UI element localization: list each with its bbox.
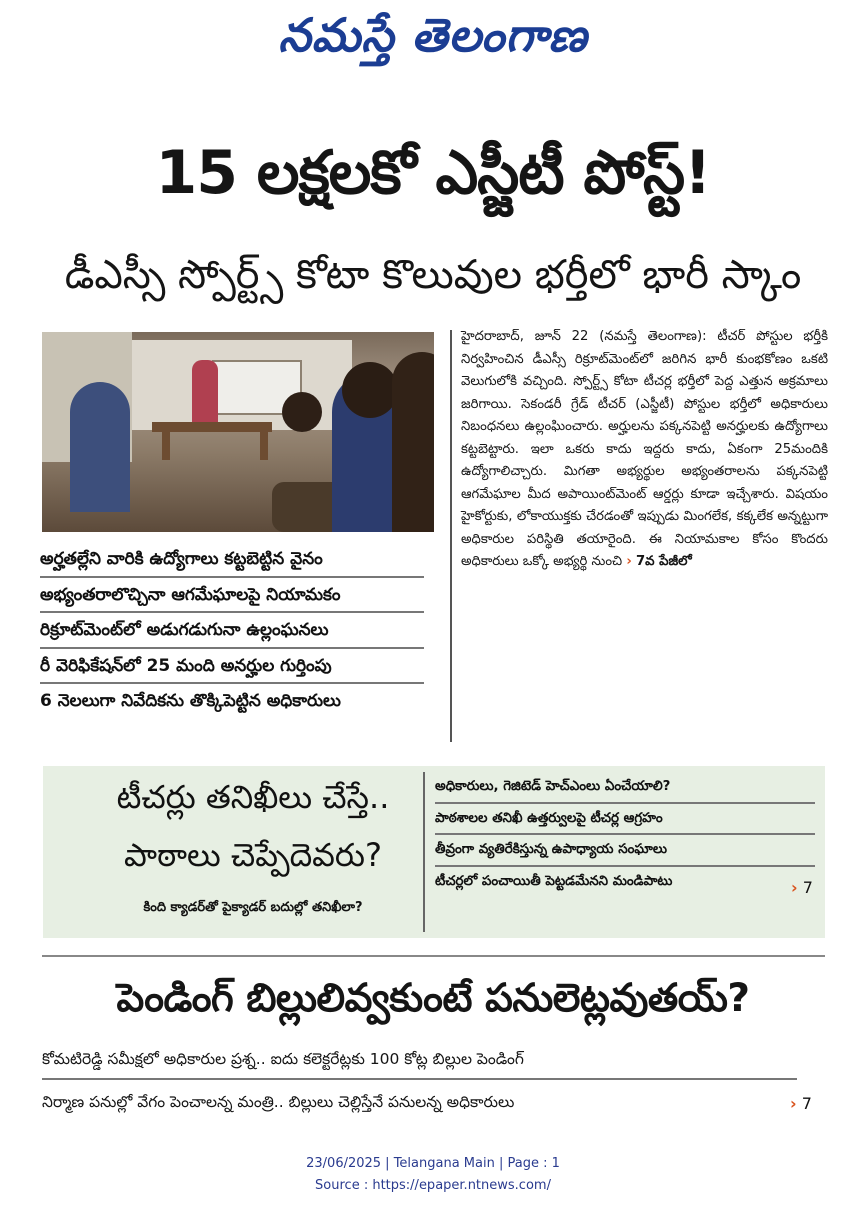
bullet-item: అర్హతల్లేని వారికి ఉద్యోగాలు కట్టబెట్టిన వైనం [40, 542, 424, 578]
pending-jump-page: 7 [801, 1094, 812, 1113]
box-title-line1: టీచర్లు తనిఖీలు చేస్తే.. [116, 778, 390, 816]
continued-page-link[interactable]: 7వ పేజీలో [635, 554, 692, 569]
pending-bills-headline: పెండింగ్ బిల్లులివ్వకుంటే పనులెట్లవుతయ్? [116, 976, 750, 1021]
bullet-item: 6 నెలలుగా నివేదికను తొక్కిపెట్టిన అధికారులు [40, 691, 341, 712]
box-jump-page: 7 [802, 878, 813, 897]
pending-bills-deck-1: కోమటిరెడ్డి సమీక్షలో అధికారుల ప్రశ్న.. ఐదు కలెక్టరేట్లకు 100 కోట్ల బిల్లుల పెండింగ్ [42, 1050, 797, 1080]
box-point: పాఠశాలల తనిఖీ ఉత్తర్వులపై టీచర్ల ఆగ్రహం [435, 804, 815, 836]
section-divider [42, 955, 825, 957]
classroom-photo [42, 332, 434, 532]
teachers-inspection-box [43, 766, 825, 938]
main-subheadline: డీఎస్సీ స్పోర్ట్స్ కోటా కొలువుల భర్తీలో భారీ స్కాం [64, 252, 802, 298]
masthead-title: నమస్తే తెలంగాణ [278, 8, 588, 62]
box-title-line2: పాఠాలు చెప్పేదెవరు? [124, 836, 382, 874]
article-text: హైదరాబాద్, జూన్ 22 (నమస్తే తెలంగాణ): టీచర్ పోస్టుల భర్తీకి నిర్వహించిన డీఎస్సీ రిక్రూట్‌మెంట్‌లో జరిగిన భారీ కుంభకోణం ఒకటి వెలుగులోకి వచ్చింది. స్పోర్ట్స్ కోటా టీచర్ల భర్తీలో పెద్ద ఎత్తున అక్రమాలు జరిగాయి. సెకండరీ గ్రేడ్ టీచర్ (ఎస్జీటీ) పోస్టుల భర్తీలో అధికారులు నిబంధనలు ఉల్లంఘించారు. అర్హులను పక్కనపెట్టి అనర్హులకు ఉద్యోగాలు కట్టబెట్టారు. ఇలా ఒకరు కాదు ఇద్దరు కాదు, ఏకంగా 25మందికి ఉద్యోగాలిచ్చారు. మిగతా అభ్యర్థుల అభ్యంతరాలను పక్కనపెట్టి ఆగమేఘాల మీద అపాయింట్‌మెంట్ ఆర్డర్లు కూడా ఇచ్చేశారు. విషయం హైకోర్టుకు, లోకాయుక్తకు చేరడంతో ఇప్పుడు మింగలేక, కక్కలేక అన్నట్టుగా అధికారుల పరిస్థితి తయారైంది. ఈ నియామకాల కోసం కొందరు అధికారులు ఒక్కో అభ్యర్థి నుంచి [461, 329, 828, 569]
continued-arrow-icon: › [626, 554, 632, 569]
footer-source[interactable]: Source : https://epaper.ntnews.com/ [315, 1178, 551, 1193]
box-page-jump[interactable] [791, 878, 813, 897]
bullet-item: రిక్రూట్‌మెంట్‌లో అడుగడుగునా ఉల్లంఘనలు [40, 613, 424, 649]
box-points [435, 772, 815, 898]
main-headline: 15 లక్షలకో ఎస్జీటీ పోస్ట్! [155, 138, 711, 208]
box-point: అధికారులు, గెజిటెడ్ హెచ్‌ఎంలు ఏంచేయాలి? [435, 772, 815, 804]
box-subtitle: కింది క్యాడర్‌తో పైక్యాడర్ బదుల్లో తనిఖీలా? [143, 900, 363, 915]
chevron-right-icon: › [790, 1094, 797, 1113]
pending-bills-deck-2: నిర్మాణ పనుల్లో వేగం పెంచాలన్న మంత్రి.. బిల్లులు చెల్లిస్తేనే పనులన్న అధికారులు [42, 1093, 515, 1111]
box-point: టీచర్లలో పంచాయితీ పెట్టడమేనని మండిపాటు [435, 873, 673, 889]
pending-bills-page-jump[interactable] [790, 1094, 812, 1113]
bullet-item: రీ వెరిఫికేషన్‌లో 25 మంది అనర్హుల గుర్తింపు [40, 649, 424, 685]
footer-date-page: 23/06/2025 | Telangana Main | Page : 1 [306, 1156, 560, 1171]
box-point: తీవ్రంగా వ్యతిరేకిస్తున్న ఉపాధ్యాయ సంఘాలు [435, 835, 815, 867]
column-divider [450, 330, 452, 742]
box-divider [423, 772, 425, 932]
main-story-body [461, 326, 828, 574]
chevron-right-icon: › [791, 878, 798, 897]
bullet-item: అభ్యంతరాలొచ్చినా ఆగమేఘాలపై నియామకం [40, 578, 424, 614]
main-story-bullets [40, 542, 424, 720]
